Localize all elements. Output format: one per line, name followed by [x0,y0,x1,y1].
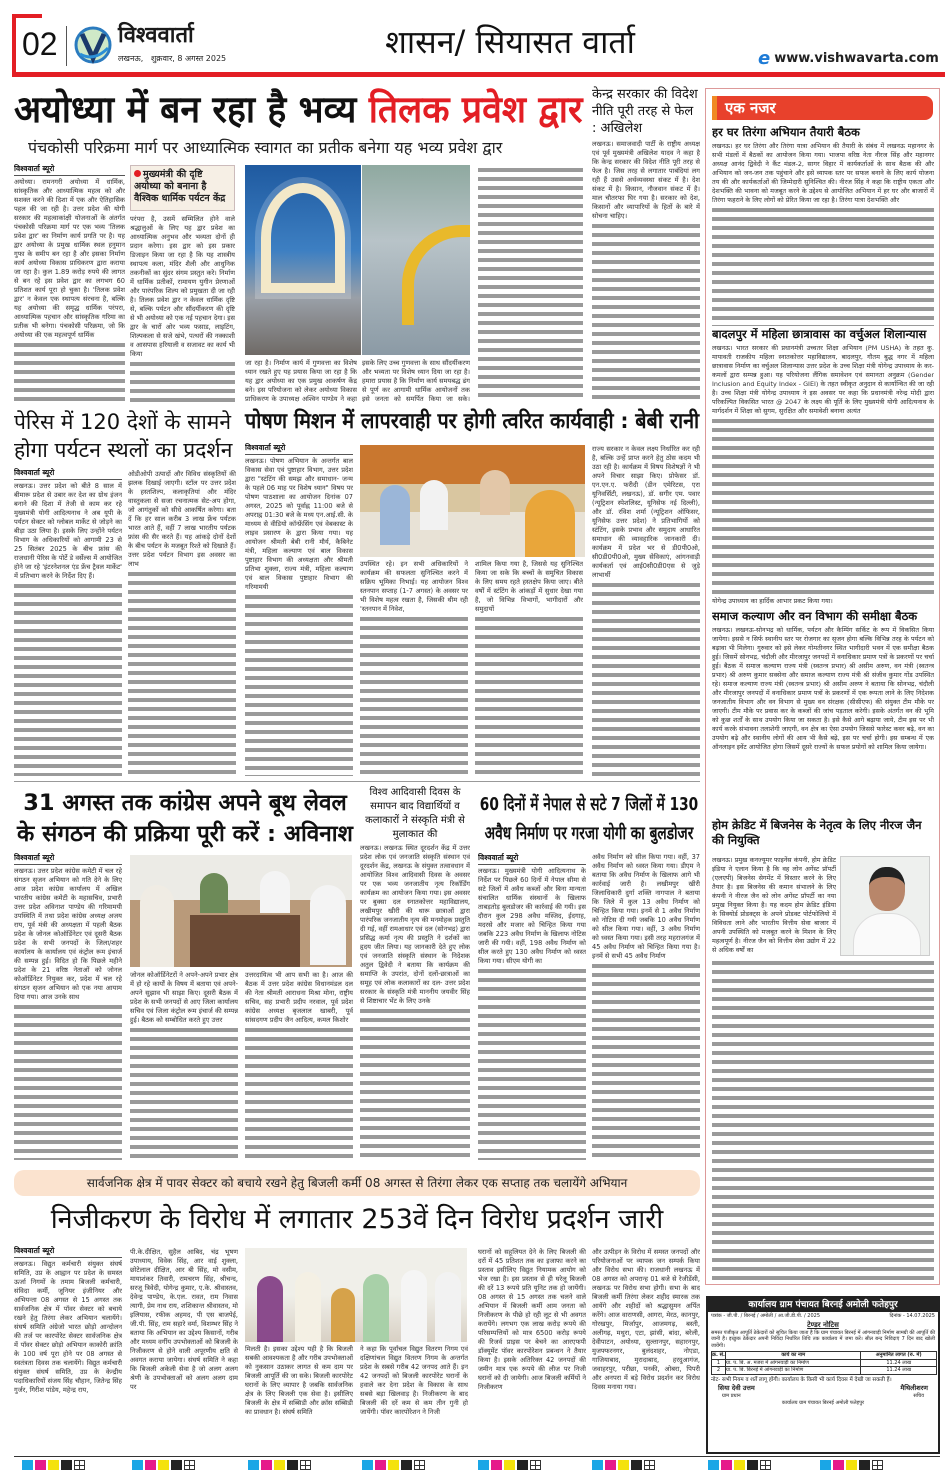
nepal-byline: विश्ववार्ता ब्यूरो [478,853,586,865]
registration-swatch [287,1460,298,1470]
nepal-text-2: अवैध निर्माण को सील किया गया। वहीं, 37 अवैध निर्माण को ध्वस्त किया गया। डीएम ने बताया कि अवैध निर्माण के खिलाफ आगे भी कार्रवाई जारी है। लखीमपुर खीरी जिलाधिकारी दुर्गा शक्ति नागपाल ने बताया कि जिले में कुल 13 अवैध निर्माण को चिन्हित किया गया। इनमें से 1 अवैध निर्माण को नोटिस दी गयी जबकि 10 अवैध निर्माण को सील किया गया। वहीं, 3 अवैध निर्माण को ध्वस्त किया गया। इसी तरह महराजगंज में 45 अवैध निर्माण को चिन्हित किया गया है। इनमें से सभी 45 अवैध निर्माण [592,853,700,960]
registration-swatch [158,1460,169,1470]
power-protest-photo [245,1248,467,1342]
header-red-rule [12,72,945,77]
power-byline: विश्ववार्ता ब्यूरो [14,1246,122,1258]
poshan-text-2: उपस्थित रहे। इन सभी अधिकारियों ने कार्यक्रम की सफलता सुनिश्चित करने में सक्रिय भूमिका निभाई। यह आयोजन विश्व स्तनपान सप्ताह (1-7 अगस्त) के अवसर पर भी विशेष महत्व रखता है, जिसकी थीम रही 'स्तनपान में निवेश, [360,560,468,613]
congress-col-1 [14,853,122,1160]
poshan-col-1 [245,443,353,776]
registration-swatch [61,1460,72,1470]
red-bullet-icon [134,170,141,177]
congress-col-3 [245,971,353,1160]
cell: 2 [712,1367,726,1375]
power-text-5: घरानों को सहूलियत देने के लिए बिजली की दरों में 45 प्रतिशत तक का इजाफा करने का प्रस्ताव इसीलिए विद्युत नियामक आयोग को भेज रखा है। इस प्रस्ताव से ही घरेलू बिजली की दरें 13 रूपये प्रति यूनिट तक हो जायेंगी। 08 अगस्त से 15 अगस्त तक चलने वाले अभियान में बिजली कर्मी आम जनता को निजीकरण के पीछे हो रही लूट से भी अवगत करायेंगे। लगभग एक लाख करोड़ रूपये की परिसम्पत्तियों को मात्र 6500 करोड़ रूपये की रिजर्व प्राइस पर बेचने का आरएफपी डॉक्यूमेंट पॉवर कारपोरेशन प्रबन्धन ने तैयार किया है। इसके अतिरिक्त 42 जनपदों की जमीन मात्र एक रूपये की लीज पर निजी घरानों को दी जायेगी। आज बिजली कर्मियों ने निजीकरण [478,1248,586,1391]
registration-crosshair-icon [760,1460,771,1470]
power-col-4 [360,1345,468,1453]
registration-swatch [721,1460,732,1470]
notice-col-header: कार्य का नाम [726,1352,861,1360]
nepal-col-2 [592,853,700,1160]
browser-e-icon: e [758,48,771,69]
notice-ref: पत्रांक - जी.पी. / बिरनई / अमोली / आ.जी.डी.पी. / 2025 [711,1313,821,1319]
registration-swatch [747,1460,758,1470]
ek-nazar-label [712,96,933,120]
tribal-story [360,786,470,1160]
paris-headline: पेरिस में 120 देशों के सामने होगा पर्यटन स्थलों का प्रदर्शन [14,410,233,462]
registration-swatch [22,1460,33,1470]
poshan-col-4 [592,445,700,776]
lead-text-4: इसके लिए उच्च गुणवत्ता के साथ सौंदर्यीकरण और भव्यता पर विशेष ध्यान दिया जा रहा है। हमारा प्रयास है कि निर्माण कार्य समयबद्ध ढंग से पूर्ण कर आगामी धार्मिक आयोजनों तक इसे जनता को समर्पित किया जा सके। [362,359,470,402]
registration-crosshair-icon [872,1460,883,1470]
brand-logo [74,24,112,66]
registration-swatch [846,1460,857,1470]
ek-nazar-item-title: हर घर तिरंगा अभियान तैयारी बैठक [712,126,860,139]
poshan-text-1: लखनऊ। पोषण अभियान के अन्तर्गत बाल विकास सेवा एवं पुष्टाहार विभाग, उत्तर प्रदेश द्वारा "स्टंटिंग की समझ और समाधान- जन्म के पहले 06 माह पर विशेष ध्यान" विषय पर पोषण पाठशाला का आयोजन दिनांक 07 अगस्त, 2025 को पूर्वाह्न 11:00 बजे से अपराह्न 01:30 बजे के मध्य एन.आई.सी. के माध्यम से वीडियो कॉन्फ्रेंसिंग एवं वेबकास्ट के लाइव प्रसारण के द्वारा किया गया। यह आयोजन श्रीमती बेबी रानी मौर्य, कैबिनेट मंत्री, महिला कल्याण एवं बाल विकास पुष्टाहार विभाग की अध्यक्षता और श्रीमती प्रतिभा शुक्ला, राज्य मंत्री, महिला कल्याण एवं बाल विकास पुष्टाहार विभाग की गरिमामयी [245,457,353,591]
poshan-col-2 [360,560,468,776]
lead-headline [14,88,584,132]
notice-office: कार्यालय ग्राम पंचायत बिरनई अमोली फतेहपुर [708,1298,938,1312]
registration-swatch [362,1460,373,1470]
akhilesh-text: लखनऊ। समाजवादी पार्टी के राष्ट्रीय अध्यक्ष एवं पूर्व मुख्यमंत्री अखिलेश यादव ने कहा है कि केन्द्र सरकार की विदेश नीति पूरी तरह से फेल है। जिस तरह से लगातार पाबंदियां लग रही हैं उससे अर्थव्यवस्था संकट में है। देश संकट में है। किसान, नौजवान संकट में है। माल चौतरफा घिर गया है। सरकार को देश, किसानों और व्यापारियों के हितों के बारे में सोचना चाहिए। [592,140,700,220]
registration-swatch [833,1460,844,1470]
congress-text-1: लखनऊ। उत्तर प्रदेश कांग्रेस कमेटी में चल रहे संगठन सृजन अभियान को गति देने के लिए आज प्रदेश कांग्रेस कार्यालय में अखिल भारतीय कांग्रेस कमेटी के महासचिव, प्रभारी उत्तर प्रदेश अविनाश पाण्डेय की गरिमामयी उपस्थिति में तथा प्रदेश कांग्रेस अध्यक्ष अजय राय, पूर्व मंत्री की अध्यक्षता में पहली बैठक प्रदेश के जोनल कोऑर्डिनेटर एवं दूसरी बैठक प्रदेश के सभी जनपदों के जिला/शहर कार्यालय के कार्यालय एवं कंट्रोल रूम इंचार्ज की सम्पन्न हुई। विदित हो कि पिछले महीने प्रदेश के 21 वरिष्ठ नेताओं को जोनल कोऑर्डिनेटर नियुक्त कर, प्रदेश में चल रहे संगठन सृजन अभियान को एक नया आयाम दिया गया। आज उनके साथ [14,867,122,1001]
power-text-2: पी.के.दीक्षित, सुहैल आबिद, चंद्र भूषण उपाध्याय, विवेक सिंह, आर वाई शुक्ला, छोटेलाल दीक्षित, आर बी सिंह, मो वसीम, मायाशंकर तिवारी, रामचरण सिंह, श्रीचन्द, सरजू त्रिवेदी, योगेन्द्र कुमार, ए.के. श्रीवास्तव, देवेन्द्र पाण्डेय, के.एल. रावत, राम निवास त्यागी, प्रेम नाथ राय, शशिकान्त श्रीवास्तव, मो इलियास, रफीक अहमद, पी एस बाजपेई, जी.पी. सिंह, राम सहारे वर्मा, विशम्भर सिंह ने बताया कि अभियान का उद्देश्य किसानों, गरीब और मध्यम वर्गीय उपभोक्ताओं को बिजली के निजीकरण से होने वाली अपूरणीय क्षति से अवगत कराया जायेगा। संघर्ष समिति ने कहा कि बिजली अकेली सेवा है जो अलग अलग श्रेणी के उपभोक्ताओं को अलग अलग दाम पर [130,1248,238,1391]
paris-text-1: लखनऊ। उत्तर प्रदेश को बीते 8 साल में बीमारू प्रदेश से उबार कर देश का ग्रोथ इंजन बनाने की दिशा में तेजी से काम कर रहे मुख्यमंत्री योगी आदित्यनाथ ने अब यूपी के पर्यटन सेक्टर को ग्लोबल मार्केट से जोड़ने का बीड़ा उठा लिया है। इसके लिए उन्होंने पर्यटन विभाग के अधिकारियों को आगामी 23 से 25 सितंबर 2025 के बीच फ्रांस की राजधानी पेरिस के पोर्टे डे वर्सेल्स में आयोजित होने जा रहे 'इंटरनेशनल एंड फ्रेंच ट्रैवल मार्केट' में प्रतिभाग करने के निर्देश दिए हैं। [14,482,122,580]
registration-crosshair-icon [184,1460,195,1470]
registration-swatch [48,1460,59,1470]
power-banner-text: सार्वजनिक क्षेत्र में पावर सेक्टर को बचाये रखने हेतु बिजली कर्मी 08 अगस्त से तिरंगा लेकर एक सप्ताह तक चलायेंगे अभियान [86,1176,628,1190]
congress-col-2 [130,971,238,1160]
ek-nazar-item-3 [712,610,934,815]
power-headline: निजीकरण के विरोध में लगातार 253वें दिन विरोध प्रदर्शन जारी [50,1204,664,1235]
registration-crosshair-icon [530,1460,541,1470]
website-link[interactable] [758,48,939,69]
registration-swatch [605,1460,616,1470]
ek-nazar-item-text: लखनऊ। प्रमुख कनज्यूमर फाइनेंस कंपनी, होम क्रेडिट इंडिया ने एलान किया है कि वह लोन अगेंस्ट प्रॉपर्टी (एलएपी) बिजनेस सेगमेंट में विस्तार करने के लिए तैयार है। इस बिजनेस की कमान संभालने के लिए कंपनी ने नीरज जैन को लोन अगेंस्ट प्रॉपर्टी का नया प्रमुख नियुक्त किया है। यह कदम होम क्रेडिट इंडिया के सिक्योर्ड प्रोडक्ट्स के अपने प्रोडक्ट पोर्टफोलियो में विविधता लाने और भारतीय वित्तीय सेवा बाजार में अपनी उपस्थिति को मजबूत करने के मिशन के लिए महत्वपूर्ण है। नीरज जैन को वित्तीय सेवा उद्योग में 22 से अधिक वर्षों का [712,856,836,954]
registration-swatch [132,1460,143,1470]
congress-headline: 31 अगस्त तक कांग्रेस अपने बूथ लेवल के संगठन की प्रक्रिया पूरी करें : अविनाश [17,790,353,847]
power-text-6: और उत्पीड़न के विरोध में समस्त जनपदों और परियोजनाओं पर व्यापक जन सम्पर्क किया और विरोध सभा की। राजधानी लखनऊ में 08 अगस्त को अपरान्ह 01 बजे से रेजीडेंसी, लखनऊ पर विरोध सभा होगी। सभा के बाद बिजली कर्मी तिरंगा लेकर शहीद स्मारक तक आयेंगे और शहीदों को श्रद्धासुमन अर्पित करेंगे। आज वाराणसी, आगरा, मेरठ, कानपुर, गोरखपुर, मिर्जापुर, आजमगढ़, बस्ती, अलीगढ़, मथुरा, एटा, झांसी, बांदा, बरेली, देवीपाटन, अयोध्या, सुल्तानपुर, सहारनपुर, मुजफ्फरनगर, बुलंदशहर, नोएडा, गाजियाबाद, मुरादाबाद, हरदुआगंज, जवाहरपुर, परीछा, पनकी, ओबरा, पिपरी और अनपरा में बड़े विरोध प्रदर्शन कर विरोध दिवस मनाया गया। [592,1248,700,1391]
lead-col-1 [14,164,125,402]
gate-construction-image [362,165,470,355]
registration-swatch [375,1460,386,1470]
ek-nazar-item-tail: योगेन्द्र उपाध्याय का हार्दिक आभार प्रकट किया गया। [712,597,833,605]
registration-swatch [631,1460,642,1470]
bottom-rule [14,1456,940,1457]
table-row [712,1359,937,1367]
notice-sign-right-role: सचिव [913,1393,924,1399]
pullquote-text: मुख्यमंत्री की दृष्टि अयोध्या को बनाना है वैश्विक धार्मिक पर्यटन केंद्र [134,169,226,204]
power-text-1: लखनऊ। विद्युत कर्मचारी संयुक्त संघर्ष समिति, उप्र के आह्वान पर प्रदेश के समस्त ऊर्जा निगमों के तमाम बिजली कर्मचारी, संविदा कर्मी, जूनियर इंजीनियर और अभियन्ता 08 अगस्त से 15 अगस्त तक सार्वजनिक क्षेत्र में पॉवर सेक्टर को बचाये रखने हेतु तिरंगा लेकर अभियान चलायेंगे। संघर्ष समिति अंग्रेजो भारत छोड़ो आन्दोलन की तर्ज पर कारपोरेट सेक्टर सार्वजनिक क्षेत्र में पॉवर सेक्टर छोड़ो अभियान काकोरी क्रांति के 100 वर्ष पूरा होने पर 08 अगस्त से स्वतंत्रता दिवस तक चलायेंगे। विद्युत कर्मचारी संयुक्त संघर्ष समिति, उप्र के केन्द्रीय पदाधिकारियों संजय सिंह चौहान, जितेन्द्र सिंह गुर्जर, गिरीश पांडेय, महेन्द्र राय, [14,1260,122,1394]
table-row [712,1367,937,1375]
ek-nazar-item-text: लखनऊ। लखनऊ-सोनभद्र को धार्मिक, पर्यटन और कैम्पिंग सर्किट के रूप में विकसित किया जायेगा। इससे न सिर्फ स्थानीय स्तर पर रोजगार का सृजन होगा बल्कि विभिन्न तरह के पर्यटन को बढ़ावा भी मिलेगा। गुरुवार को इसे लेकर गोमतीनगर स्थित भागीदारी भवन में एक समीक्षा बैठक हुई। जिसमें सोनभद्र, चंदौली और मीरजापुर जनपदों में वनाधिकार प्रमाण पत्रों के प्रकरणों पर चर्चा हुई। बैठक में समाज कल्याण राज्य मंत्री (स्वतन्त्र प्रभार) श्री असीम अरुण, वन मंत्री (स्वतन्त्र प्रभार) श्री अरुण कुमार सक्सेना और समाज कल्याण राज्य मंत्री श्री संजीव कुमार गोंड उपस्थित रहे। समाज कल्याण राज्य मंत्री (स्वतन्त्र प्रभार) श्री असीम अरुण ने बताया कि सोनभद्र, चंदौली और मीरजापुर जनपदों में वनाधिकार प्रमाण पत्रों के प्रकरणों में एक रूपता लाने के लिए निदेशक जनजातीय विभाग और वन विभाग से मुख्य वन संरक्षक (सीसीएफ) की संयुक्त टीम मौके पर जाएगी। टीम मौके पर प्रवास कर के कब्जों की जांच पड़ताल करेगी। इसके अंतर्गत वन की भूमि को कुछ शर्तों के साथ उपयोग किया जा सकता है। इसे कैसे आगे बढ़ाया जाये, टीम इस पर भी कार्य करके संभावना तलाशेगी जाएगी, वन क्षेत्र का ऐसा उपयोग जिससे फारेस्ट कवर बढ़े, वन का उपयोग बढ़े और स्थानीय लोगों की आय भी कैसे बढ़े, इस पर चर्चा होगी। इस सम्बन्ध में एक ऑनलाइन इवेंट आयोजित होगा जिसमें दूसरे राज्यों के सफल प्रयोगों को शामिल किया जायेगा। [712,626,934,752]
registration-swatch [618,1460,629,1470]
registration-swatch [248,1460,259,1470]
cell: 11.24 लाख [861,1367,937,1375]
notice-sign-left-role: ग्राम प्रधान [722,1393,741,1399]
pullquote-box [130,165,235,211]
poshan-byline: विश्ववार्ता ब्यूरो [245,443,353,455]
neeraj-jain-portrait [840,856,930,956]
nepal-col-1 [478,853,586,1160]
nepal-headline: 60 दिनों में नेपाल से सटे 7 जिलों में 130 अवैध निर्माण पर गरजा योगी का बुलडोजर [479,794,699,844]
ek-nazar-item-title: समाज कल्याण और वन विभाग की समीक्षा बैठक [712,610,918,623]
ek-nazar-item-text: लखनऊ। भारत सरकार की प्रधानमंत्री उच्चतर शिक्षा अभियान (PM USHA) के तहत कु. मायावती राजकीय महिला स्नातकोत्तर महाविद्यालय, बादलपुर, गौतम बुद्ध नगर में महिला छात्रावास निर्माण का वर्चुअल शिलान्यास उत्तर प्रदेश के उच्च शिक्षा मंत्री योगेन्द्र उपाध्याय के कर-कमलों द्वारा सम्पन्न हुआ। यह परियोजना लैंगिक समावेशन एवं समानता अनुक्रम (Gender Inclusion and Equity Index - GIEI) के तहत स्वीकृत अनुदान से कार्यान्वित की जा रही है। उच्च शिक्षा मंत्री योगेन्द्र उपाध्याय ने इस अवसर पर कहा कि प्रधानमंत्री नरेन्द्र मोदी द्वारा परिकल्पित विकसित भारत @ 2047 के लक्ष्य की पूर्ति के लिए मुख्यमंत्री योगी आदित्यनाथ के मार्गदर्शन में शिक्षा को सुगम, सुरक्षित और समावेशी बनाना अत्यंत [712,344,934,416]
brand-name: विश्ववार्ता [118,23,194,48]
ek-nazar-label-text: एक नजर [725,99,776,117]
tribal-text: लखनऊ। लखनऊ स्थित दूरदर्शन केंद्र में उत्तर प्रदेश लोक एवं जनजाति संस्कृति संस्थान एवं दूरदर्शन केंद्र, लखनऊ के संयुक्त तत्वावधान में आयोजित विश्व आदिवासी दिवस के अवसर पर एक भव्य जनजातीय नृत्य रिकॉर्डिंग कार्यक्रम का आयोजन किया गया। इस अवसर पर बुक्सा दल स्नातकोत्तर महाविद्यालय, लखीमपुर खीरी की थारू छात्राओं द्वारा पारंपरिक जनजातीय नृत्य की मनमोहक प्रस्तुति दी गई, वहीं रामआधार एवं दल (सोनभद्र) द्वारा प्रसिद्ध कर्मा नृत्य की प्रस्तुति ने दर्शकों का हृदय जीत लिया। यह जानकारी देते हुए लोक एवं जनजाति संस्कृति संस्थान के निदेशक अतुल द्विवेदी ने बताया कि कार्यक्रम की समाप्ति के उपरांत, दोनों दलों-छात्राओं का समूह एवं लोक कलाकारों का दल- उत्तर प्रदेश सरकार के संस्कृति मंत्री माननीय जयवीर सिंह से शिष्टाचार भेंट के लिए उनके [360,844,470,1005]
notice-title: टेण्डर नोटिस [807,1320,839,1329]
congress-byline: विश्ववार्ता ब्यूरो [14,853,122,865]
ek-nazar-item-title: बादलपुर में महिला छात्रावास का वर्चुअल शिलान्यास [712,328,927,341]
power-col-2 [130,1248,238,1453]
paris-text-2: ओडीओपी उत्पादों और विविध संस्कृतियों की झलक दिखाई जाएगी। स्टॉल पर उत्तर प्रदेश के हस्तशिल्प, कलाकृतियां और मंदिर वास्तुकला से सजा रचनात्मक सेट-अप होगा, जो आगंतुकों को सीधे आकर्षित करेगा। बता दें कि हर साल करीब 3 लाख फ्रेंच पर्यटक भारत आते हैं, वहीं 7 लाख भारतीय पर्यटक फ्रांस की सैर करते हैं। यह आंकड़े दोनों देशों के बीच पर्यटन के मजबूत रिश्ते को दिखाते हैं। उत्तर प्रदेश पर्यटन विभाग इस अवसर का लाभ [128,470,236,568]
akhilesh-story [592,86,700,402]
nepal-text-1: लखनऊ। मुख्यमंत्री योगी आदित्यनाथ के निर्देश पर पिछले 60 दिनों में नेपाल सीमा से सटे जिलों में अवैध कब्जों और बिना मान्यता संचालित धार्मिक संस्थानों के खिलाफ ताबड़तोड़ बुलडोजर की कार्रवाई की गयी। इस दौरान कुल 298 अवैध मस्जिद, ईदगाह, मदरसे और मजार को चिन्हित किया गया जबकि 223 अवैध निर्माण के खिलाफ नोटिस जारी की गयी। वहीं, 198 अवैध निर्माण को सील करते हुए 130 अवैध निर्माण को ध्वस्त किया गया। सीएम योगी का [478,867,586,965]
lead-text-3: जा रहा है। निर्माण कार्य में गुणवत्ता का विशेष ध्यान रखते हुए यह प्रयास किया जा रहा है कि यह द्वार अयोध्या का एक प्रमुख आकर्षण केंद्र बने। इस परियोजना को लेकर अयोध्या विकास प्राधिकरण के उपाध्यक्ष अश्विन पाण्डेय ने कहा [245,359,357,402]
lead-text-1: अयोध्या। रामनगरी अयोध्या में धार्मिक, सांस्कृतिक और आध्यात्मिक महत्व को और सशक्त करने की दिशा में एक और ऐतिहासिक पहल की जा रही है। उत्तर प्रदेश की योगी सरकार की महत्वाकांक्षी योजनाओं के अंतर्गत पंचकोसी परिक्रमा मार्ग पर एक भव्य 'तिलक प्रवेश द्वार' का निर्माण कार्य प्रगति पर है। यह द्वार अयोध्या के प्रमुख धार्मिक स्थल हनुमान गुफा के समीप बन रहा है और इसका निर्माण कार्य अयोध्या विकास प्राधिकरण द्वारा कराया जा रहा है। कुल 1.89 करोड़ रुपये की लागत से बन रहे इस प्रवेश द्वार का लगभग 60 प्रतिशत कार्य पूरा हो चुका है। 'तिलक प्रवेश द्वार' न केवल एक स्थापत्य संरचना है, बल्कि यह अयोध्या की समृद्ध धार्मिक परंपरा, आध्यात्मिक पहचान और सांस्कृतिक गरिमा का प्रतीक भी बनेगा। पंचकोसी परिक्रमा, जो कि अयोध्या की एक महत्वपूर्ण धार्मिक [14,178,125,339]
lead-col-4 [362,359,470,402]
lead-subhead: पंचकोसी परिक्रमा मार्ग पर आध्यात्मिक स्वागत का प्रतीक बनेगा यह भव्य प्रवेश द्वार [28,138,503,157]
registration-swatch [478,1460,489,1470]
lead-text-2: परंपरा है, उसमें सम्मिलित होने वाले श्रद्धालुओं के लिए यह द्वार प्रवेश का आध्यात्मिक अनुभव और भव्यता दोनों ही प्रदान करेगा। इस द्वार को इस प्रकार डिजाइन किया जा रहा है कि यह शास्त्रीय स्थापत्य कला, मंदिर शैली और आधुनिक तकनीकों का सुंदर संगम प्रस्तुत करे। निर्माण में धार्मिक प्रतीकों, रामायण युगीन प्रेरणाओं और पारंपरिक शिल्प को प्रमुखता दी जा रही है। तिलक प्रवेश द्वार न केवल धार्मिक दृष्टि से, बल्कि पर्यटन और सौंदर्यीकरण की दृष्टि से भी अयोध्या को एक नई पहचान देगा। इस द्वार के चारों ओर भव्य फसाड, लाइटिंग, शिल्पकला से सजे खंभे, पत्थरों की नक्काशी व आसपास हरियाली व सजावट का कार्य भी किया [130,215,235,358]
notice-table [711,1351,937,1375]
congress-meeting-photo [130,855,352,967]
ek-nazar-item-4-title: होम क्रेडिट में बिजनेस के नेतृत्व के लिए नीरज जैन की नियुक्ति [712,818,922,847]
poshan-text-3: शामिल किया गया है, जिससे यह सुनिश्चित किया जा सके कि बच्चों के समुचित विकास के लिए समय रहते हस्तक्षेप किया जाए। बीते वर्षों में स्टंटिंग के आंकड़ों में सुधार देखा गया है, जो विभिन्न विभागों, भागीदारों और समुदायों [475,560,583,613]
paris-col-2 [128,470,236,776]
registration-swatch [388,1460,399,1470]
ek-nazar-item-text: लखनऊ। हर घर तिरंगा और तिरंगा यात्रा अभियान की तैयारी के संबंध में लखनऊ महानगर के सभी मंडलों में बैठकों का आयोजन किया गया। भाजपा वरिष्ठ नेता नीरज सिंह और महानगर अध्यक्ष आनंद द्विवेदी ने कैंट मंडल-2, सागर विहार में कार्यकर्ताओं के साथ बैठक की और अभियान को जन-जन तक पहुंचाने और इसे व्यापक स्तर पर सफल बनाने के लिए कार्य योजना तय की और कार्यकर्ताओं की जिम्मेदारी सुनिश्चित की। नीरज सिंह ने कहा कि राष्ट्रीय एकता और देशभक्ति की भावना को मजबूत करने के उद्देश्य से आयोजित अभियान में हर घर और बाजारों में तिरंगा फहराने के लिए लोगों को प्रेरित किया जा रहा है। तिरंगा यात्रा देशभक्ति और [712,142,934,205]
ek-nazar-item-1 [712,126,934,326]
poshan-headline: पोषण मिशन में लापरवाही पर होगी त्वरित कार्यवाही : बेबी रानी [245,409,700,434]
notice-sign-left: सिया देवी उत्तम [718,1384,755,1392]
power-col-6 [592,1248,700,1453]
registration-crosshair-icon [74,1460,85,1470]
registration-marks [0,1460,945,1472]
poshan-text-4: राज्य सरकार न केवल लक्ष्य निर्धारित कर रही है, बल्कि उन्हें प्राप्त करने हेतु ठोस कदम भी उठा रही है। कार्यक्रम में विषय विशेषज्ञों ने भी अपने विचार साझा किए। प्रोफेसर डॉ. एन.एन.ए. फरीदी (डीन एमेरिटस, एरा यूनिवर्सिटी, लखनऊ), डॉ. सगीर एम. पवार (न्यूट्रिशन स्पेशलिस्ट, यूनिसेफ नई दिल्ली), और डॉ. रविश शर्मा (न्यूट्रिशन ऑफिसर, यूनिसेफ उत्तर प्रदेश) ने प्रतिभागियों को स्टंटिंग, इसके प्रभाव और समुदाय आधारित समाधान की व्यावहारिक जानकारी दी। कार्यक्रम में प्रदेश भर से डी0पी0ओ, सी0डी0पी0ओ, मुख्य सेविकाएं, आंगनवाड़ी कार्यकर्ता एवं आई0सी0डी0एस से जुड़े लाभार्थी [592,445,700,579]
registration-swatch [504,1460,515,1470]
power-col-1 [14,1246,122,1453]
congress-text-2: जोनल कोऑर्डिनेटरों ने अपने-अपने प्रभार क्षेत्र में हो रहे कार्यों के विषय में बताया एवं अपने-अपने सुझाव भी साझा किए। दूसरी बैठक में प्रदेश के सभी जनपदों से आए जिला कार्यालय सचिव एवं जिला कंट्रोल रूम इंचार्ज की सम्पन्न हुई। बैठक को सम्बोधित करते हुए उत्तर [130,971,238,1024]
notice-date: दिनांक - 14.07.2025 [889,1313,935,1319]
registration-crosshair-icon [644,1460,655,1470]
ek-nazar-item-2 [712,328,934,606]
page-number: 02 [22,26,58,62]
cell: ग्रा. प. बि. बिरनई में आंगनवाड़ी का निर्माण [726,1367,861,1375]
registration-swatch [145,1460,156,1470]
registration-swatch [171,1460,182,1470]
lead-col-2 [130,215,235,402]
poshan-meeting-photo [360,445,585,557]
power-text-4: ने कहा कि पूर्वांचल विद्युत वितरण निगम एवं दक्षिणांचल विद्युत वितरण निगम के अन्तर्गत प्रदेश के सबसे गरीब 42 जनपद आते हैं। इन 42 जनपदों को बिजली कारपोरेट घरानों के हवाले कर देना प्रदेश के विकास के साथ सबसे बड़ा खिलवाड़ है। निजीकरण के बाद बिजली की दरें कम से कम तीन गुनी हो जायेंगी। पॉवर कारपोरेशन ने निजी [360,1345,468,1416]
cell: ग्रा. प. बि. अ. मजरा में आंगनवाड़ी का निर्माण [726,1359,861,1367]
registration-swatch [517,1460,528,1470]
paris-byline: विश्ववार्ता ब्यूरो [14,468,122,480]
section-divider [14,781,700,782]
power-col-3 [245,1345,353,1453]
lead-col-3 [245,359,357,402]
registration-swatch [274,1460,285,1470]
tilak-gate-render-image [245,165,361,355]
registration-crosshair-icon [414,1460,425,1470]
notice-note: नोट- सभी नियम व शर्तें लागू होंगी। कार्यालय के किसी भी कार्य दिवस में देखी जा सकती हैं। [711,1376,892,1383]
registration-swatch [734,1460,745,1470]
header-divider [66,26,67,66]
lead-headline-black: अयोध्या में बन रहा है भव्य [14,88,369,131]
cell: 1 [712,1359,726,1367]
registration-crosshair-icon [300,1460,311,1470]
poshan-col-3 [475,560,583,776]
registration-swatch [859,1460,870,1470]
registration-swatch [820,1460,831,1470]
registration-swatch [491,1460,502,1470]
notice-footer: कार्यालय ग्राम पंचायत बिरनई अमोली फतेहपुर [781,1399,865,1406]
section-title: शासन/ सियासत वार्ता [385,23,635,61]
tribal-headline: विश्व आदिवासी दिवस के समापन बाद विद्यार्थियों व कलाकारों ने संस्कृति मंत्री से मुलाकात की [365,787,465,840]
ek-nazar-item-4 [712,856,836,956]
lead-col-5 [478,165,583,402]
website-url: www.vishwavarta.com [774,51,939,66]
lead-byline: विश्ववार्ता ब्यूरो [14,164,125,176]
notice-col-header: क्र. सं. [712,1352,725,1358]
dateline: लखनऊ, शुक्रवार, 8 अगस्त 2025 [118,54,227,63]
registration-swatch [261,1460,272,1470]
paris-col-1 [14,468,122,776]
power-text-3: मिलती है। इसका उद्देश्य यही है कि बिजली सबकी आवश्यकता है और गरीब उपभोक्ताओं को नुकसान उठाकर लागत से कम दाम पर बिजली आपूर्ति की जा सके। बिजली कारपोरेट घरानों के लिए व्यापार है जबकि सार्वजनिक क्षेत्र के लिए बिजली एक सेवा है। इसीलिए बिजली के क्षेत्र में सब्सिडी और क्रॉस सब्सिडी का प्रावधान है। संघर्ष समिति [245,1345,353,1416]
notice-sign-right: मैथिलीशरण [900,1384,928,1392]
registration-swatch [592,1460,603,1470]
tender-notice [706,1296,940,1454]
power-col-5 [478,1248,586,1453]
ek-nazar-item-4-cont [712,958,934,1280]
cell: 11.24 लाख [861,1359,937,1367]
notice-body: समस्त पंजीकृत आपूर्ति ठेकेदारों को सूचित किया जाता है कि ग्राम पंचायत बिरनई में आंगनवाड़ी निर्माण सामग्री की आपूर्ति की जानी है। इच्छुक ठेकेदार अपनी निविदा निर्धारित तिथि तक कार्यालय में जमा करें। सील बन्द निविदाएं 7 दिन बाद खोली जायेंगी। [711,1329,935,1349]
registration-swatch [35,1460,46,1470]
notice-col-header: अनुमानित लागत (रु. में) [861,1352,937,1360]
registration-swatch [401,1460,412,1470]
registration-swatch [708,1460,719,1470]
lead-headline-red: तिलक प्रवेश द्वार [368,88,583,131]
congress-text-3: उत्तरदायित्व भी आप सभी का है। आज की बैठक में उत्तर प्रदेश कांग्रेस विधानमंडल दल की नेता श्रीमती आराधना मिश्रा मोना, राष्ट्रीय सचिव, सह प्रभारी प्रदीप नरवाल, पूर्व प्रदेश कांग्रेस अध्यक्ष बृजलाल खाबरी, पूर्व सांसदगण प्रदीप जैन आदित्य, कमल किशोर [245,971,353,1024]
akhilesh-headline: केन्द्र सरकार की विदेश नीति पूरी तरह से फेल : अखिलेश [592,87,698,136]
